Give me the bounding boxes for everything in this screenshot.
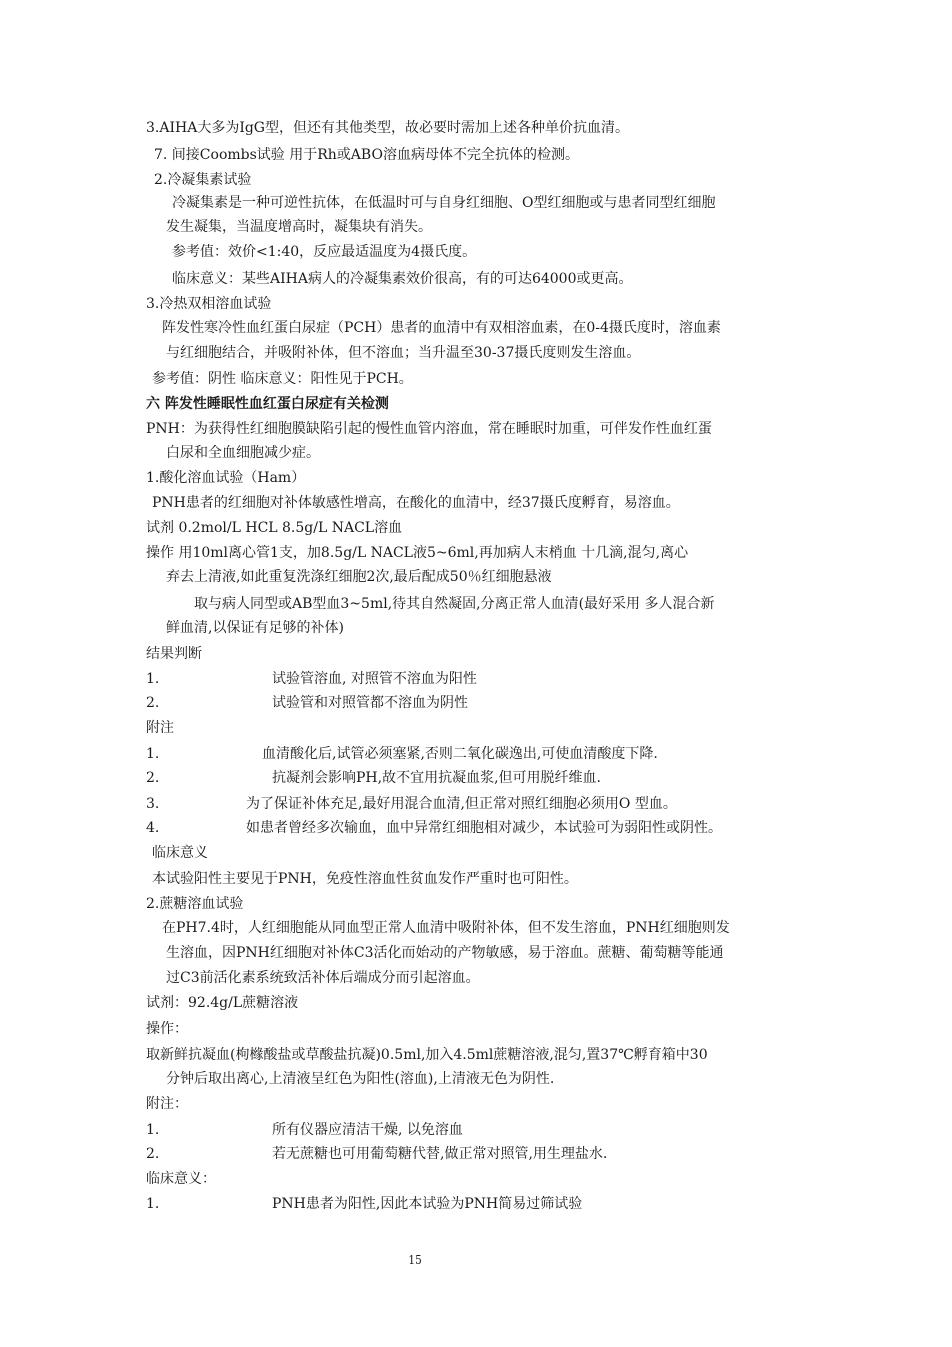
section-heading: 2.蔗糖溶血试验 [146,896,244,912]
text-line: 试剂：92.4g/L蔗糖溶液 [146,995,299,1011]
list-item: 如患者曾经多次输血，血中异常红细胞相对减少，本试验可为弱阳性或阴性。 [246,820,722,836]
text-line: 取与病人同型或AB型血3~5ml,待其自然凝固,分离正常人血清(最好采用 多人混合新 [194,596,715,612]
list-number: 4. [146,820,160,836]
text-line: 附注： [146,1096,188,1112]
text-line: 在PH7.4时，人红细胞能从同血型正常人血清中吸附补体，但不发生溶血，PNH红细胞则发 [162,920,730,936]
section-heading: 1.酸化溶血试验（Ham） [146,470,306,486]
list-number: 2. [146,770,160,786]
text-line: PNH：为获得性红细胞膜缺陷引起的慢性血管内溶血，常在睡眠时加重，可伴发作性血红蛋 [146,421,712,437]
text-line: 试剂 0.2mol/L HCL 8.5g/L NACL溶血 [146,520,403,536]
list-number: 1. [146,1122,160,1138]
text-line: 生溶血，因PNH红细胞对补体C3活化而始动的产物敏感，易于溶血。蔗糖、葡萄糖等能通 [166,945,724,961]
text-line: PNH患者的红细胞对补体敏感性增高，在酸化的血清中，经37摄氏度孵育，易溶血。 [152,495,680,511]
list-number: 1. [146,746,160,762]
text-line: 临床意义：某些AIHA病人的冷凝集素效价很高，有的可达64000或更高。 [172,271,633,287]
text-line: 发生凝集，当温度增高时，凝集块有消失。 [166,219,432,235]
text-line: 本试验阳性主要见于PNH，免疫性溶血性贫血发作严重时也可阳性。 [152,871,578,887]
text-line: 过C3前活化素系统致活补体后端成分而引起溶血。 [166,970,480,986]
text-line: 7. 间接Coombs试验 用于Rh或ABO溶血病母体不完全抗体的检测。 [154,147,579,163]
section-heading: 3.冷热双相溶血试验 [146,296,272,312]
page-number: 15 [408,1253,422,1267]
list-number: 1. [146,1196,160,1212]
list-item: 试验管和对照管都不溶血为阴性 [272,695,468,711]
text-line: 弃去上清液,如此重复洗涤红细胞2次,最后配成50％红细胞悬液 [166,569,552,585]
text-line: 与红细胞结合，并吸附补体，但不溶血；当升温至30-37摄氏度则发生溶血。 [166,345,641,361]
text-line: 3.AIHA大多为IgG型，但还有其他类型，故必要时需加上述各种单价抗血清。 [146,120,629,136]
list-number: 3. [146,796,160,812]
text-line: 取新鲜抗凝血(枸橼酸盐或草酸盐抗凝)0.5ml,加入4.5ml蔗糖溶液,混匀,置37℃孵育箱中30 [146,1047,708,1063]
text-line: 临床意义 [152,845,208,861]
text-line: 操作： [146,1021,188,1037]
list-number: 2. [146,695,160,711]
section-heading: 2.冷凝集素试验 [154,172,252,188]
text-line: 结果判断 [146,646,202,662]
text-line: 白尿和全血细胞减少症。 [166,445,320,461]
list-item: 抗凝剂会影响PH,故不宜用抗凝血浆,但可用脱纤维血. [272,770,601,786]
text-line: 参考值：阴性 临床意义：阳性见于PCH。 [152,371,413,387]
list-item: 所有仪器应清洁干燥, 以免溶血 [272,1122,463,1138]
list-item: 血清酸化后,试管必须塞紧,否则二氧化碳逸出,可使血清酸度下降. [262,746,658,762]
list-number: 1. [146,671,160,687]
text-line: 操作 用10ml离心管1支，加8.5g/L NACL液5~6ml,再加病人末梢血 十几滴,混匀,离心 [146,545,689,561]
list-item: 试验管溶血, 对照管不溶血为阳性 [272,671,477,687]
text-line: 阵发性寒冷性血红蛋白尿症（PCH）患者的血清中有双相溶血素，在0-4摄氏度时，溶血素 [162,320,721,336]
list-item: 为了保证补体充足,最好用混合血清,但正常对照红细胞必须用O 型血。 [246,796,677,812]
list-item: 若无蔗糖也可用葡萄糖代替,做正常对照管,用生理盐水. [272,1146,608,1162]
text-line: 参考值：效价<1:40，反应最适温度为4摄氏度。 [172,244,477,260]
text-line: 附注 [146,720,174,736]
chapter-heading: 六 阵发性睡眠性血红蛋白尿症有关检测 [146,396,389,412]
text-line: 临床意义： [146,1171,216,1187]
text-line: 分钟后取出离心,上清液呈红色为阳性(溶血),上清液无色为阴性. [166,1071,555,1087]
list-item: PNH患者为阳性,因此本试验为PNH简易过筛试验 [272,1196,583,1212]
text-line: 冷凝集素是一种可逆性抗体，在低温时可与自身红细胞、O型红细胞或与患者同型红细胞 [172,195,716,211]
list-number: 2. [146,1146,160,1162]
text-line: 鲜血清,以保证有足够的补体) [166,620,344,636]
